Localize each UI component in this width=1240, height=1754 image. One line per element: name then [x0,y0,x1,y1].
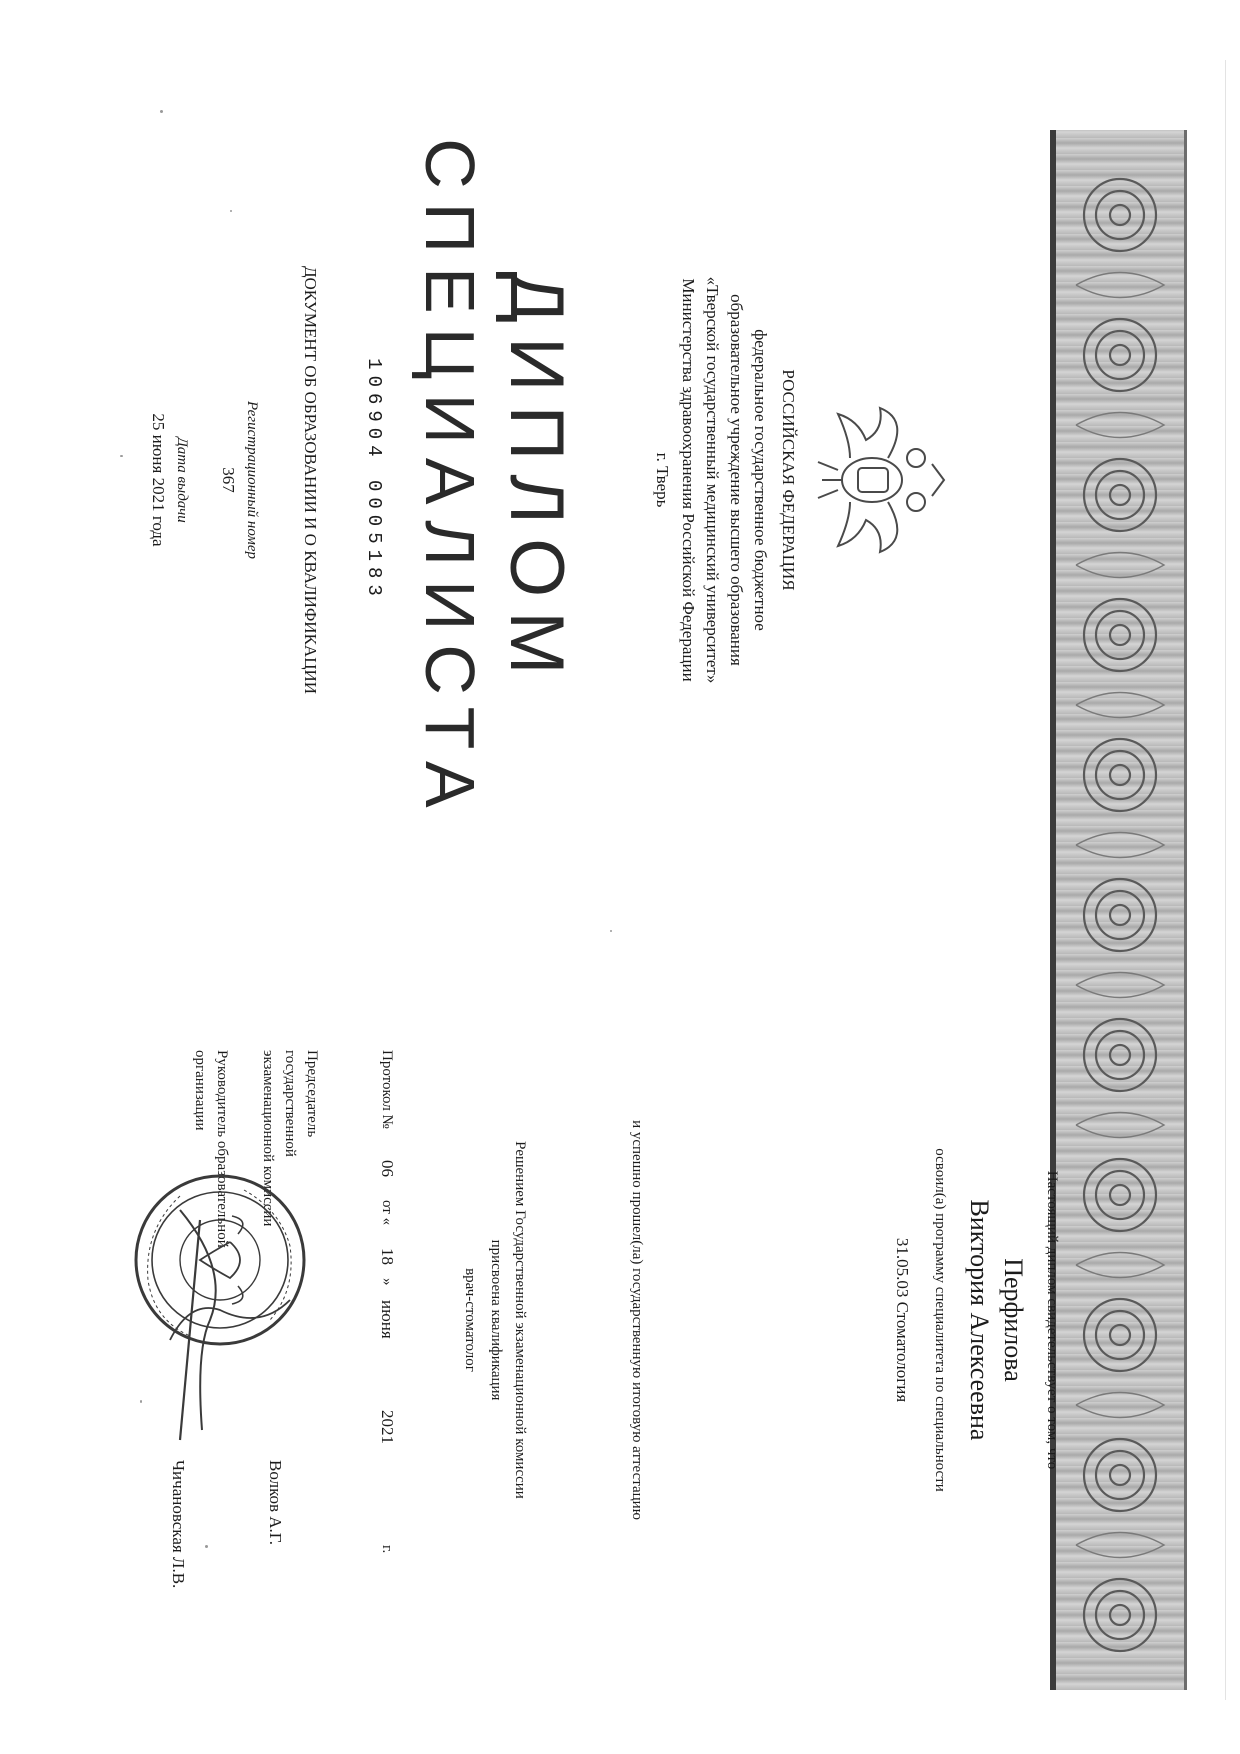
chair-name: Волков А.Г. [266,1460,285,1545]
decision-line: присвоена квалификация [488,1239,504,1401]
head-title-line: Руководитель образовательной [214,1050,230,1248]
institution-line: «Тверской государственный медицинский университет» [703,276,722,684]
chair-title-line: Председатель [304,1050,320,1138]
head-name: Чичановская Л.В. [169,1460,188,1589]
protocol-number: 06 [378,1160,397,1177]
chair-title-line: экзаменационной комиссии [260,1050,276,1227]
protocol-day: 18 [378,1248,397,1265]
protocol-year-suffix: г. [379,1545,395,1554]
double-headed-eagle-icon [810,400,950,560]
serial-number: 106904 0005183 [363,358,385,602]
protocol-from: от « [379,1200,395,1226]
issue-date-label: Дата выдачи [174,437,190,523]
protocol-quote: » [379,1278,395,1286]
protocol-year: 2021 [378,1410,397,1444]
institution-line: образовательное учреждение высшего образования [727,294,746,666]
reg-number: 367 [219,467,238,493]
institution-city: г. Тверь [653,452,672,508]
protocol-month: июня [378,1300,397,1339]
qualification: врач-стоматолог [462,1268,478,1372]
diploma-subtitle: СПЕЦИАЛИСТА [411,138,489,822]
intro-text: Настоящий диплом свидетельствует о том, что [1044,1170,1060,1470]
diploma-title: ДИПЛОМ [494,271,579,689]
graduate-surname: Перфилова [999,1258,1028,1382]
country-name: РОССИЙСКАЯ ФЕДЕРАЦИЯ [779,369,798,591]
document-type: ДОКУМЕНТ ОБ ОБРАЗОВАНИИ И О КВАЛИФИКАЦИИ [301,265,320,695]
chair-title-line: государственной [282,1050,298,1157]
protocol-label: Протокол № [379,1050,395,1129]
institution-line: Министерства здравоохранения Российской Федерации [679,278,698,682]
head-title-line: организации [192,1050,208,1131]
specialty: 31.05.03 Стоматология [893,1237,912,1403]
attestation-text: и успешно прошел(ла) государственную итоговую аттестацию [629,1120,645,1520]
round-seal-icon [130,1150,330,1450]
issue-date: 25 июня 2021 года [149,413,168,547]
program-line: освоил(а) программу специалитета по специальности [932,1148,948,1492]
graduate-given-names: Виктория Алексеевна [965,1199,994,1441]
decision-line: Решением Государственной экзаменационной комиссии [512,1141,528,1499]
institution-line: федеральное государственное бюджетное [751,329,770,631]
reg-number-label: Регистрационный номер [244,400,260,559]
